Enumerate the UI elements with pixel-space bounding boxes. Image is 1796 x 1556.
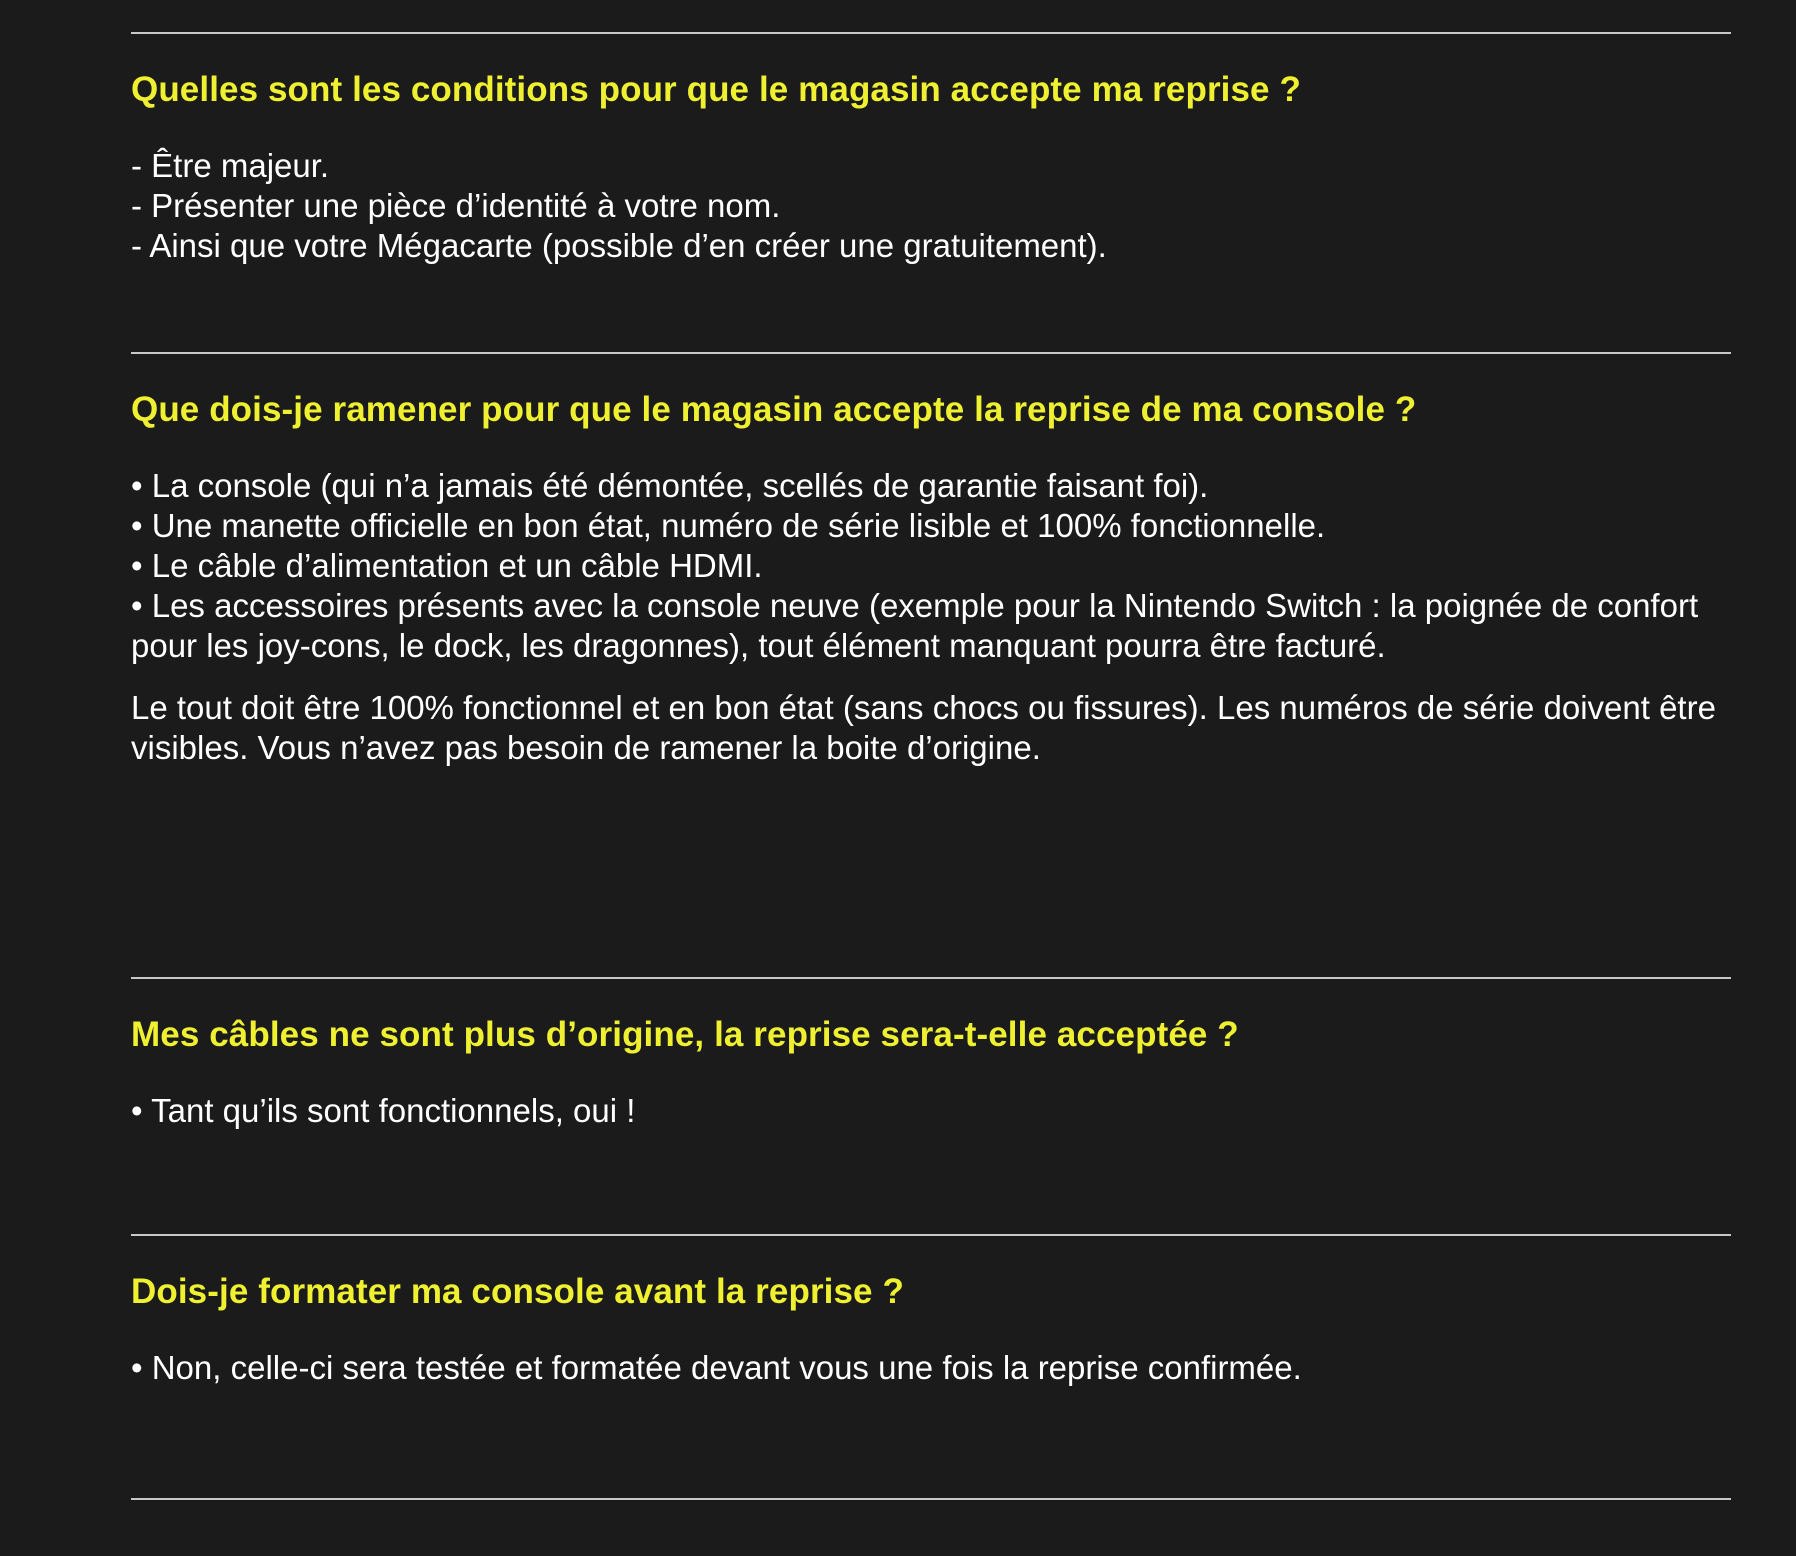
faq-question: Dois-je formater ma console avant la reprise ? [131, 1272, 904, 1311]
answer-line: • Une manette officielle en bon état, numéro de série lisible et 100% fonctionnelle. [131, 507, 1326, 544]
faq-answer [131, 466, 1731, 666]
faq-item-format [131, 1236, 1731, 1498]
faq-section [131, 0, 1731, 1500]
answer-line: • Les accessoires présents avec la console neuve (exemple pour la Nintendo Switch : la poignée de confort pour les joy-cons, le dock, les dragonnes), tout élément manquant pourra être facturé. [131, 587, 1699, 664]
faq-item-conditions [131, 34, 1731, 352]
answer-line: - Présenter une pièce d’identité à votre nom. [131, 187, 781, 224]
faq-question: Mes câbles ne sont plus d’origine, la reprise sera-t-elle acceptée ? [131, 1015, 1239, 1054]
faq-answer [131, 1091, 1731, 1131]
faq-answer [131, 146, 1731, 266]
faq-answer [131, 1348, 1731, 1388]
answer-line: • Le câble d’alimentation et un câble HDMI. [131, 547, 763, 584]
faq-question: Que dois-je ramener pour que le magasin accepte la reprise de ma console ? [131, 390, 1417, 429]
answer-line: • Tant qu’ils sont fonctionnels, oui ! [131, 1092, 636, 1129]
answer-line: - Être majeur. [131, 147, 330, 184]
answer-line: • La console (qui n’a jamais été démontée, scellés de garantie faisant foi). [131, 467, 1209, 504]
faq-item-what-to-bring [131, 354, 1731, 977]
faq-item-cables [131, 979, 1731, 1234]
divider [131, 1498, 1731, 1500]
faq-question: Quelles sont les conditions pour que le magasin accepte ma reprise ? [131, 70, 1301, 109]
faq-answer-paragraph: Le tout doit être 100% fonctionnel et en bon état (sans chocs ou fissures). Les numéros de série doivent être visibles. Vous n’avez pas besoin de ramener la boite d’origine. [131, 689, 1716, 766]
answer-line: - Ainsi que votre Mégacarte (possible d’en créer une gratuitement). [131, 227, 1107, 264]
answer-line: • Non, celle-ci sera testée et formatée devant vous une fois la reprise confirmée. [131, 1349, 1302, 1386]
